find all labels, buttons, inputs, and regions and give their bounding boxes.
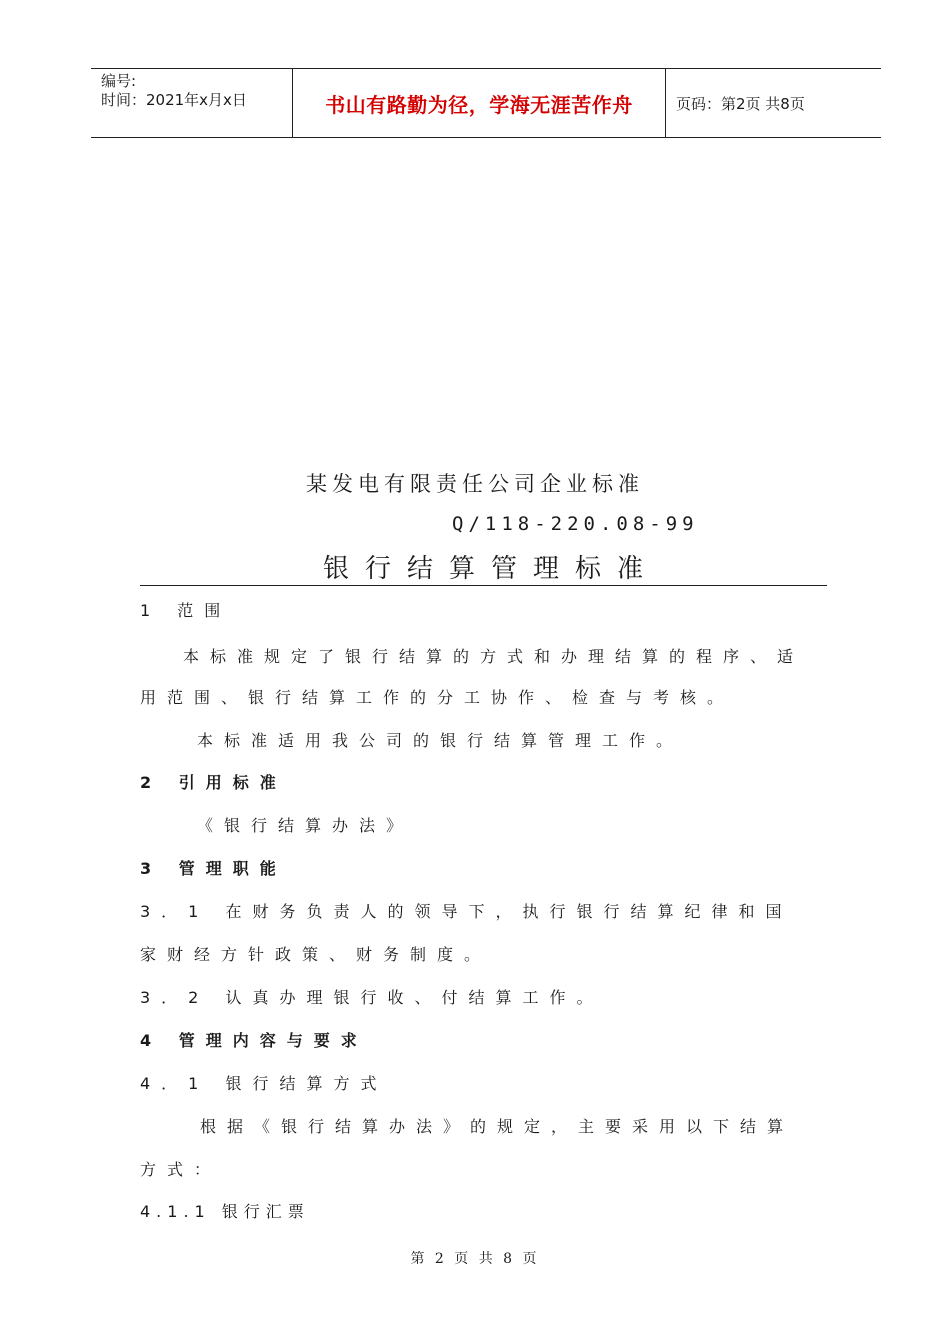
company-name: 某发电有限责任公司企业标准 (306, 472, 644, 496)
section-1-paragraph-2: 本标准适用我公司的银行结算管理工作。 (197, 731, 684, 750)
page-footer: 第 2 页 共 8 页 (410, 1251, 540, 1267)
section-4-heading: 4 管理内容与要求 (140, 1031, 368, 1050)
section-3-1-line-2: 家财经方针政策、财务制度。 (140, 945, 492, 964)
number-label: 编号: (101, 72, 137, 90)
section-4-1-heading: 4．1 银行结算方式 (140, 1074, 388, 1093)
section-1-paragraph-line-2: 用范围、银行结算工作的分工协作、检查与考核。 (140, 688, 735, 707)
section-3-1-line-1: 3．1 在财务负责人的领导下，执行银行结算纪律和国 (140, 902, 793, 921)
section-3-heading: 3 管理职能 (140, 859, 287, 878)
section-4-1-1-heading: 4.1.1 银行汇票 (140, 1202, 310, 1221)
section-2-heading: 2 引用标准 (140, 773, 287, 792)
title-divider (140, 585, 827, 586)
header-motto: 书山有路勤为径，学海无涯苦作舟 (293, 69, 666, 137)
header-meta (91, 69, 293, 137)
section-4-1-paragraph-line-1: 根据《银行结算办法》的规定，主要采用以下结算 (200, 1117, 795, 1136)
section-4-1-paragraph-line-2: 方式： (140, 1160, 222, 1179)
section-2-reference: 《银行结算办法》 (197, 816, 414, 835)
section-1-paragraph-line-1: 本标准规定了银行结算的方式和办理结算的程序、适 (183, 647, 805, 666)
standard-code: Q/118-220.08-99 (452, 513, 699, 535)
section-3-2: 3．2 认真办理银行收、付结算工作。 (140, 988, 604, 1007)
page-header (91, 68, 881, 138)
document-title: 银行结算管理标准 (322, 554, 659, 584)
section-1-heading: 1 范围 (140, 601, 232, 620)
header-page-label: 页码：第2页 共8页 (676, 94, 805, 113)
time-label: 时间：2021年x月x日 (101, 91, 247, 109)
